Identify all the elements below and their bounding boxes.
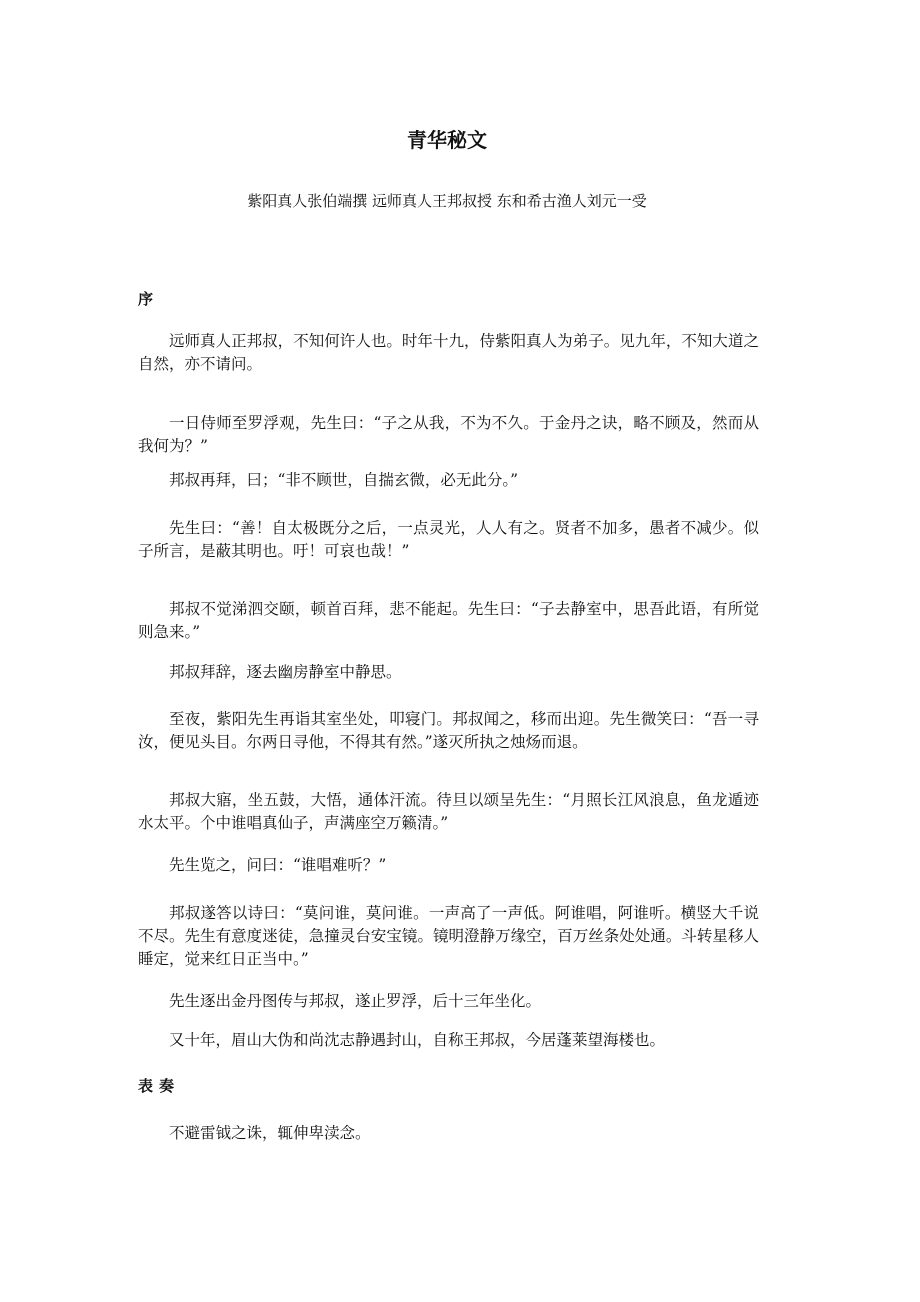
section-heading-memorial: 表奏 [138, 1077, 181, 1095]
paragraph: 又十年，眉山大伪和尚沈志静遇封山，自称王邦叔，今居蓬莱望海楼也。 [169, 1031, 666, 1049]
paragraph: 先生曰：“善！自太极既分之后，一点灵光，人人有之。贤者不加多，愚者不减少。似子所言，是蔽其明也。吁！可哀也哉！” [138, 519, 759, 560]
paragraph: 远师真人正邦叔，不知何许人也。时年十九，侍紫阳真人为弟子。见九年，不知大道之自然，亦不请问。 [138, 332, 759, 373]
paragraph: 先生览之，问曰：“谁唱难听？” [169, 856, 387, 874]
paragraph: 邦叔大寤，坐五鼓，大悟，通体汗流。待旦以颂呈先生：“月照长江风浪息，鱼龙遁迹水太平。个中谁唱真仙子，声满座空万籁清。” [138, 791, 759, 832]
document-authors: 紫阳真人张伯端撰 远师真人王邦叔授 东和希古渔人刘元一受 [247, 192, 647, 210]
paragraph: 邦叔拜辞，逐去幽房静室中静思。 [169, 663, 402, 681]
paragraph: 至夜，紫阳先生再诣其室坐处，叩寝门。邦叔闻之，移而出迎。先生微笑曰：“吾一寻汝，便见头目。尔两日寻他，不得其有然。”遂灭所执之烛炀而退。 [138, 710, 759, 751]
paragraph: 一日侍师至罗浮观，先生曰：“子之从我，不为不久。于金丹之诀，略不顾及，然而从我何为？” [138, 414, 759, 455]
paragraph: 邦叔遂答以诗曰：“莫问谁，莫问谁。一声高了一声低。阿谁唱，阿谁听。横竖大千说不尽。先生有意度迷徒，急撞灵台安宝镜。镜明澄静万缘空，百万丝条处处通。斗转星移人睡定，觉来红日正当中。” [138, 904, 759, 968]
section-heading-preface: 序 [138, 290, 160, 308]
paragraph: 不避雷钺之诛，辄伸卑渎念。 [169, 1124, 371, 1142]
document-title: 青华秘文 [407, 128, 487, 152]
paragraph: 邦叔不觉涕泗交颐，顿首百拜，悲不能起。先生曰：“子去静室中，思吾此语，有所觉则急来。” [138, 600, 759, 641]
paragraph: 邦叔再拜，曰；“非不顾世，自揣玄微，必无此分。” [169, 471, 519, 489]
paragraph: 先生逐出金丹图传与邦叔，遂止罗浮，后十三年坐化。 [169, 992, 542, 1010]
